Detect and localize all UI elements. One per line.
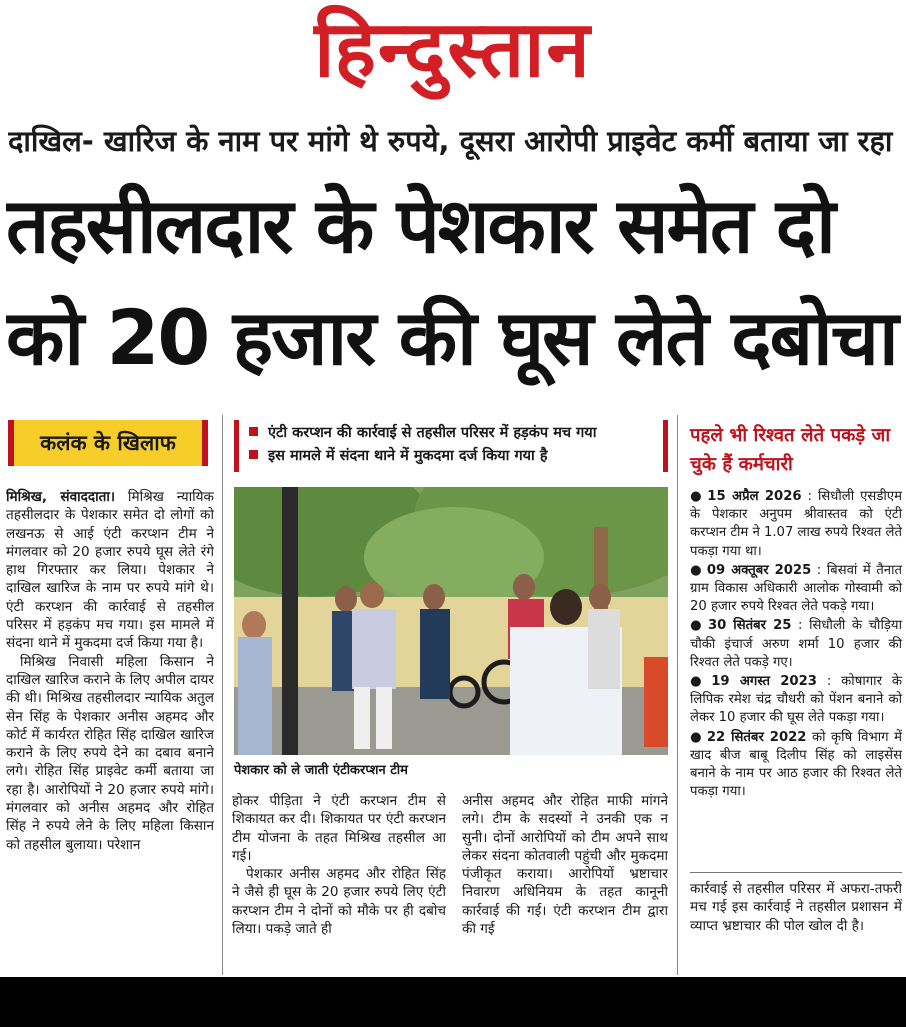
newspaper-masthead: हिन्दुस्तान	[314, 4, 592, 95]
story-paragraph	[6, 488, 214, 653]
section-badge: कलंक के खिलाफ	[8, 420, 208, 466]
item-date: 22 सितंबर 2022	[706, 729, 807, 745]
byline: मिश्रिख, संवाददाता।	[6, 489, 116, 505]
highlights-box	[234, 420, 668, 472]
highlight-text: एंटी करप्शन की कार्रवाई से तहसील परिसर में हड़कंप मच गया	[268, 425, 597, 441]
highlight-item	[249, 445, 653, 468]
item-text: : सिधौली के चौड़िया चौकी इंचार्ज अरुण शर्मा 10 हजार की रिश्वत लेते पकड़े गए।	[690, 618, 902, 670]
story-paragraph: अनीस अहमद और रोहित माफी मांगने लगे। टीम के सदस्यों ने उनकी एक न सुनी। दोनों आरोपियों को टीम अपने साथ लेकर संदना कोतवाली पहुंची और मुकदमा पंजीकृत कराया। आरोपियों भ्रष्टाचार निवारण अधिनियम के तहत कानूनी कार्रवाई की गई। एंटी करप्शन टीम द्वारा की गई	[462, 793, 668, 938]
sidebar-list-item	[690, 562, 902, 617]
kicker-subheadline: दाखिल- खारिज के नाम पर मांगे थे रुपये, दूसरा आरोपी प्राइवेट कर्मी बताया जा रहा	[8, 124, 893, 158]
sidebar-list-item	[690, 673, 902, 728]
headline-line-2: को 20 हजार की घूस लेते दबोचा	[6, 293, 897, 382]
item-date: 15 अप्रैल 2026	[707, 489, 802, 504]
bullet-icon: ●	[690, 674, 708, 690]
item-date: 09 अक्तूबर 2025	[706, 562, 812, 578]
item-text: : बिसवां में तैनात ग्राम विकास अधिकारी आलोक गोस्वामी को 20 हजार रुपये रिश्वत लेते पकड़े गया।	[690, 562, 903, 615]
sidebar-list-item	[690, 488, 902, 561]
item-date: 19 अगस्त 2023	[711, 674, 817, 690]
item-text: को कृषि विभाग में खाद बीज बाबू दिलीप सिंह को लाइसेंस बनाने के नाम पर आठ हजार की रिश्वत लेते पकड़ा गया।	[690, 729, 902, 800]
sidebar-list-item	[690, 729, 902, 802]
bullet-square-icon	[249, 450, 258, 459]
bullet-icon: ●	[690, 562, 703, 578]
story-column-2	[232, 792, 446, 972]
sidebar-divider	[690, 872, 902, 873]
bottom-black-bar	[0, 977, 906, 1027]
sidebar-title: पहले भी रिश्वत लेते पकड़े जा चुके हैं कर्मचारी	[690, 425, 891, 475]
photo-caption: पेशकार को ले जाती एंटीकरप्शन टीम	[234, 763, 408, 778]
photo-illustration	[234, 487, 668, 755]
column-divider	[222, 415, 223, 975]
story-paragraph: पेशकार अनीस अहमद और रोहित सिंह ने जैसे ही घूस के 20 हजार रुपये लिए एंटी करप्शन टीम ने दोनों को मौके पर ही दबोच लिया। पकड़े जाते ही	[232, 866, 446, 938]
bullet-icon: ●	[690, 618, 704, 634]
bullet-square-icon	[249, 427, 258, 436]
headline-line-1: तहसीलदार के पेशकार समेत दो	[6, 181, 834, 270]
story-text: मिश्रिख न्यायिक तहसीलदार के पेशकार समेत दो लोगों को लखनऊ से आई एंटी करप्शन टीम ने मंगलवार को 20 हजार रुपये घूस लेते रंगे हाथ गिरफ्तार कर लिया। पेशकार ने दाखिल खारिज के नाम पर रुपये मांगे थे। एंटी करप्शन की कार्रवाई से तहसील परिसर में हड़कंप मच गया। इस मामले में संदना थाने में मुकदमा दर्ज किया गया है।	[6, 489, 214, 652]
bullet-icon: ●	[690, 489, 704, 504]
highlight-item	[249, 422, 653, 445]
item-text: : सिधौली एसडीएम के पेशकार अनुपम श्रीवास्तव को एंटी करप्शन टीम ने 1.07 लाख रुपये रिश्वत लेते पकड़ा गया था।	[690, 489, 902, 559]
news-photo	[234, 487, 668, 755]
highlight-text: इस मामले में संदना थाने में मुकदमा दर्ज किया गया है	[268, 448, 548, 464]
item-date: 30 सितंबर 25	[707, 618, 792, 634]
story-column-1	[6, 488, 214, 972]
story-paragraph: होकर पीड़िता ने एंटी करप्शन टीम से शिकायत कर दी। शिकायत पर एंटी करप्शन टीम योजना के तहत मिश्रिख तहसील आ गई।	[232, 793, 446, 864]
column-divider	[677, 415, 678, 975]
item-text: : कोषागार के लिपिक रमेश चंद्र चौधरी को पेंशन बनाने को लेकर 10 हजार की घूस लेते पकड़ा गया।	[690, 674, 902, 726]
sidebar-closing-text: कार्रवाई से तहसील परिसर में अफरा-तफरी मच गई इस कार्रवाई ने तहसील प्रशासन में व्याप्त भ्रष्टाचार की पोल खोल दी है।	[690, 881, 902, 934]
sidebar-list	[690, 488, 902, 868]
bullet-icon: ●	[690, 729, 703, 745]
story-paragraph: मिश्रिख निवासी महिला किसान ने दाखिल खारिज कराने के लिए अपील दायर की थी। मिश्रिख तहसीलदार न्यायिक अतुल सेन सिंह के पेशकार अनीस अहमद और कोर्ट में कार्यरत रोहित सिंह दाखिल खारिज कराने के लिए रुपये देने का दबाव बनाने लगे। रोहित सिंह प्राइवेट कर्मी बताया जा रहा है। आरोपियों ने 20 हजार रुपये मांगे। मंगलवार को अनीस अहमद और रोहित सिंह ने रुपये लेने के लिए महिला किसान को तहसील बुलाया। परेशान	[6, 653, 214, 853]
sidebar-list-item	[690, 617, 902, 672]
story-column-3	[462, 792, 668, 972]
